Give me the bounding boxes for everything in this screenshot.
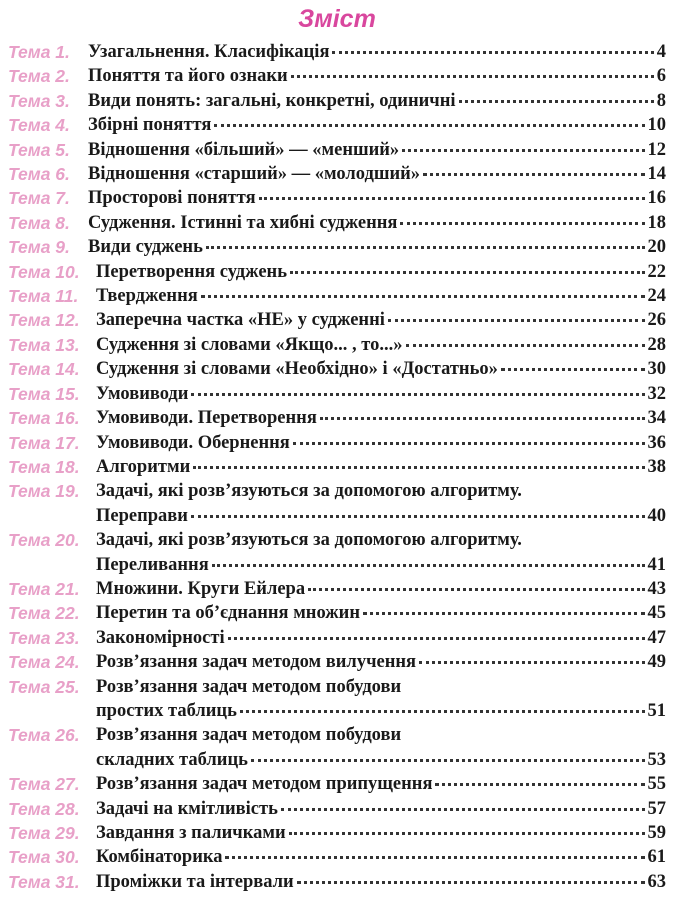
- entry-title: Розв’язання задач методом вилучення: [96, 652, 417, 673]
- toc-entry[interactable]: [8, 845, 666, 869]
- entry-title: Види понять: загальні, конкретні, одиничні: [88, 90, 456, 111]
- topic-label: Тема 5.: [8, 139, 70, 160]
- entry-body: [88, 235, 666, 259]
- page-number: 47: [647, 627, 666, 648]
- entry-body: [96, 845, 666, 869]
- entry-title: Умовиводи: [96, 383, 189, 404]
- topic-label: Тема 12.: [8, 310, 80, 331]
- entry-body: [88, 138, 666, 162]
- page-number: 63: [647, 871, 666, 892]
- entry-row: [96, 406, 666, 430]
- dot-leader: [501, 368, 645, 371]
- entry-body: [88, 40, 666, 64]
- entry-title: Алгоритми: [96, 456, 191, 477]
- dot-leader: [206, 246, 645, 249]
- entry-row: [96, 308, 666, 332]
- page-number: 16: [647, 188, 666, 209]
- toc-entry[interactable]: [8, 89, 666, 113]
- topic-label: Тема 21.: [8, 578, 80, 599]
- page-number: 14: [647, 164, 666, 185]
- entry-row: [96, 845, 666, 869]
- topic-label: Тема 15.: [8, 383, 80, 404]
- topic-label: Тема 3.: [8, 90, 70, 111]
- entry-row: [96, 797, 666, 821]
- entry-body: [96, 308, 666, 332]
- dot-leader: [293, 442, 645, 445]
- entry-body: [96, 406, 666, 430]
- toc-entry[interactable]: [8, 186, 666, 210]
- topic-label: Тема 7.: [8, 188, 70, 209]
- entry-body: [96, 650, 666, 674]
- topic-label: Тема 6.: [8, 164, 70, 185]
- toc-list: [8, 40, 666, 894]
- dot-leader: [281, 808, 645, 811]
- page-number: 22: [647, 261, 666, 282]
- topic-label: Тема 20.: [8, 530, 80, 551]
- topic-label: Тема 29.: [8, 823, 80, 843]
- entry-row: [88, 40, 666, 64]
- dot-leader: [435, 783, 644, 786]
- entry-row: [96, 821, 666, 845]
- toc-entry[interactable]: [8, 138, 666, 162]
- entry-title: Переправи: [96, 505, 188, 526]
- page-number: 43: [647, 578, 666, 599]
- entry-body: [96, 284, 666, 308]
- topic-label: Тема 9.: [8, 237, 70, 258]
- entry-title: Умовиводи. Перетворення: [96, 408, 317, 429]
- entry-title: Судження зі словами «Необхідно» і «Достатньо»: [96, 359, 498, 380]
- toc-entry[interactable]: [8, 870, 666, 894]
- dot-leader: [308, 588, 644, 591]
- toc-entry[interactable]: [8, 431, 666, 455]
- topic-label: Тема 1.: [8, 42, 70, 62]
- toc-entry[interactable]: [8, 211, 666, 235]
- entry-title: Задачі на кмітливість: [96, 798, 278, 819]
- toc-entry[interactable]: [8, 601, 666, 625]
- topic-label: Тема 10.: [8, 261, 80, 282]
- page-number: 10: [647, 115, 666, 136]
- entry-title: Розв’язання задач методом припущення: [96, 774, 433, 795]
- entry-title: Перетворення суджень: [96, 261, 287, 282]
- entry-row: [96, 601, 666, 625]
- entry-body: [96, 772, 666, 796]
- dot-leader: [291, 75, 654, 78]
- entry-row: [96, 553, 666, 577]
- entry-body: [88, 211, 666, 235]
- entry-body: [96, 260, 666, 284]
- entry-body: [96, 601, 666, 625]
- topic-label: Тема 18.: [8, 456, 80, 477]
- toc-entry[interactable]: [8, 113, 666, 137]
- entry-row: [96, 748, 666, 772]
- toc-entry[interactable]: [8, 284, 666, 308]
- toc-entry[interactable]: [8, 162, 666, 186]
- toc-entry[interactable]: [8, 772, 666, 796]
- entry-row: [96, 870, 666, 894]
- entry-body: [96, 431, 666, 455]
- entry-body: [96, 626, 666, 650]
- entry-title-line1: Задачі, які розв’язуються за допомогою алгоритму.: [96, 530, 522, 551]
- entry-title: Комбінаторика: [96, 847, 223, 868]
- entry-row: [96, 650, 666, 674]
- entry-row: [96, 626, 666, 650]
- toc-entry[interactable]: [8, 528, 666, 577]
- entry-row: [88, 138, 666, 162]
- entry-body: [96, 528, 666, 577]
- entry-title-line1: Задачі, які розв’язуються за допомогою алгоритму.: [96, 481, 522, 502]
- dot-leader: [320, 417, 645, 420]
- entry-row: [88, 235, 666, 259]
- toc-entry[interactable]: [8, 406, 666, 430]
- toc-entry[interactable]: [8, 333, 666, 357]
- toc-entry[interactable]: [8, 626, 666, 650]
- entry-title: Поняття та його ознаки: [88, 66, 288, 87]
- entry-body: [96, 455, 666, 479]
- page-number: 49: [647, 652, 666, 673]
- dot-leader: [459, 100, 654, 103]
- page-number: 4: [656, 42, 666, 62]
- dot-leader: [212, 564, 645, 567]
- topic-label: Тема 16.: [8, 408, 80, 429]
- page-number: 28: [647, 334, 666, 355]
- entry-row: [88, 186, 666, 210]
- page-number: 26: [647, 310, 666, 331]
- topic-label: Тема 17.: [8, 432, 80, 453]
- page-number: 20: [647, 237, 666, 258]
- entry-body: [88, 186, 666, 210]
- page-number: 30: [647, 359, 666, 380]
- dot-leader: [225, 856, 644, 859]
- page-number: 8: [656, 90, 666, 111]
- topic-label: Тема 31.: [8, 871, 80, 892]
- entry-body: [96, 333, 666, 357]
- dot-leader: [423, 173, 644, 176]
- entry-row: [96, 504, 666, 528]
- topic-label: Тема 19.: [8, 481, 80, 502]
- dot-leader: [419, 661, 644, 664]
- page-number: 61: [647, 847, 666, 868]
- dot-leader: [193, 466, 644, 469]
- toc-entry[interactable]: [8, 479, 666, 528]
- page-number: 41: [647, 554, 666, 575]
- dot-leader: [228, 637, 645, 640]
- topic-label: Тема 30.: [8, 847, 80, 868]
- entry-row: [96, 284, 666, 308]
- topic-label: Тема 8.: [8, 212, 70, 233]
- entry-title: Закономірності: [96, 627, 225, 648]
- topic-label: Тема 27.: [8, 774, 80, 795]
- dot-leader: [259, 197, 645, 200]
- topic-label: Тема 28.: [8, 798, 80, 819]
- page-title: Зміст: [298, 5, 376, 33]
- toc-entry[interactable]: [8, 40, 666, 64]
- entry-row: [96, 577, 666, 601]
- page-number: 57: [647, 798, 666, 819]
- entry-row: [96, 455, 666, 479]
- toc-entry[interactable]: [8, 723, 666, 772]
- entry-title: Завдання з паличками: [96, 823, 286, 843]
- entry-title: Судження зі словами «Якщо... , то...»: [96, 334, 403, 355]
- page-number: 40: [647, 505, 666, 526]
- entry-row: [96, 699, 666, 723]
- entry-body: [96, 577, 666, 601]
- entry-body: [88, 89, 666, 113]
- page-number: 59: [647, 823, 666, 843]
- toc-entry[interactable]: [8, 260, 666, 284]
- entry-body: [96, 675, 666, 724]
- entry-body: [96, 357, 666, 381]
- entry-body: [88, 162, 666, 186]
- entry-row: [88, 89, 666, 113]
- dot-leader: [297, 881, 645, 884]
- toc-entry[interactable]: [8, 650, 666, 674]
- dot-leader: [240, 710, 645, 713]
- toc-entry[interactable]: [8, 235, 666, 259]
- topic-label: Тема 2.: [8, 66, 70, 87]
- entry-row: [96, 357, 666, 381]
- entry-title: Види суджень: [88, 237, 203, 258]
- entry-title-line1: Розв’язання задач методом побудови: [96, 725, 402, 746]
- page-number: 18: [647, 212, 666, 233]
- page-number: 51: [647, 700, 666, 721]
- toc-entry[interactable]: [8, 64, 666, 88]
- toc-entry[interactable]: [8, 382, 666, 406]
- entry-row: [88, 64, 666, 88]
- entry-body: [96, 479, 666, 528]
- page-number: 6: [656, 66, 666, 87]
- page-number: 24: [647, 286, 666, 307]
- entry-title: Відношення «старший» — «молодший»: [88, 164, 421, 185]
- topic-label: Тема 11.: [8, 286, 79, 307]
- dot-leader: [191, 393, 644, 396]
- entry-body: [88, 113, 666, 137]
- entry-title: Заперечна частка «НЕ» у судженні: [96, 310, 385, 331]
- dot-leader: [201, 295, 645, 298]
- entry-row: [88, 113, 666, 137]
- page-number: 12: [647, 139, 666, 160]
- entry-row: [96, 382, 666, 406]
- entry-body: [96, 870, 666, 894]
- toc-entry[interactable]: [8, 675, 666, 724]
- toc-entry[interactable]: [8, 797, 666, 821]
- toc-entry[interactable]: [8, 455, 666, 479]
- topic-label: Тема 4.: [8, 115, 70, 136]
- entry-title-line1: Розв’язання задач методом побудови: [96, 676, 402, 697]
- dot-leader: [289, 832, 645, 835]
- dot-leader: [332, 51, 653, 54]
- topic-label: Тема 14.: [8, 359, 80, 380]
- entry-row: [88, 162, 666, 186]
- entry-title: Умовиводи. Обернення: [96, 432, 290, 453]
- dot-leader: [191, 515, 645, 518]
- toc-entry[interactable]: [8, 577, 666, 601]
- entry-title: Просторові поняття: [88, 188, 256, 209]
- dot-leader: [363, 612, 645, 615]
- entry-row: [96, 333, 666, 357]
- topic-label: Тема 24.: [8, 652, 80, 673]
- dot-leader: [406, 344, 645, 347]
- topic-label: Тема 23.: [8, 627, 80, 648]
- dot-leader: [251, 759, 645, 762]
- entry-row: [88, 211, 666, 235]
- entry-body: [88, 64, 666, 88]
- entry-row: [96, 431, 666, 455]
- entry-title: Відношення «більший» — «менший»: [88, 139, 400, 160]
- dot-leader: [290, 271, 645, 274]
- dot-leader: [402, 149, 644, 152]
- toc-entry[interactable]: [8, 308, 666, 332]
- entry-title: Проміжки та інтервали: [96, 871, 294, 892]
- topic-label: Тема 26.: [8, 725, 80, 746]
- page-number: 53: [647, 749, 666, 770]
- entry-body: [96, 797, 666, 821]
- entry-title: складних таблиць: [96, 749, 248, 770]
- dot-leader: [214, 124, 644, 127]
- page-number: 34: [647, 408, 666, 429]
- entry-title: Множини. Круги Ейлера: [96, 578, 306, 599]
- dot-leader: [400, 222, 644, 225]
- entry-title: простих таблиць: [96, 700, 237, 721]
- page-number: 36: [647, 432, 666, 453]
- page-number: 55: [647, 774, 666, 795]
- entry-body: [96, 821, 666, 845]
- page-number: 45: [647, 603, 666, 624]
- entry-title: Узагальнення. Класифікація: [88, 42, 330, 62]
- entry-body: [96, 382, 666, 406]
- entry-title: Переливання: [96, 554, 209, 575]
- entry-body: [96, 723, 666, 772]
- toc-entry[interactable]: [8, 821, 666, 845]
- topic-label: Тема 25.: [8, 676, 80, 697]
- page-number: 32: [647, 383, 666, 404]
- entry-title: Перетин та об’єднання множин: [96, 603, 360, 624]
- entry-title: Твердження: [96, 286, 198, 307]
- entry-row: [96, 260, 666, 284]
- entry-title: Судження. Істинні та хибні судження: [88, 212, 398, 233]
- topic-label: Тема 13.: [8, 334, 80, 355]
- page-number: 38: [647, 456, 666, 477]
- entry-row: [96, 772, 666, 796]
- topic-label: Тема 22.: [8, 603, 80, 624]
- toc-entry[interactable]: [8, 357, 666, 381]
- dot-leader: [388, 319, 645, 322]
- entry-title: Збірні поняття: [88, 115, 212, 136]
